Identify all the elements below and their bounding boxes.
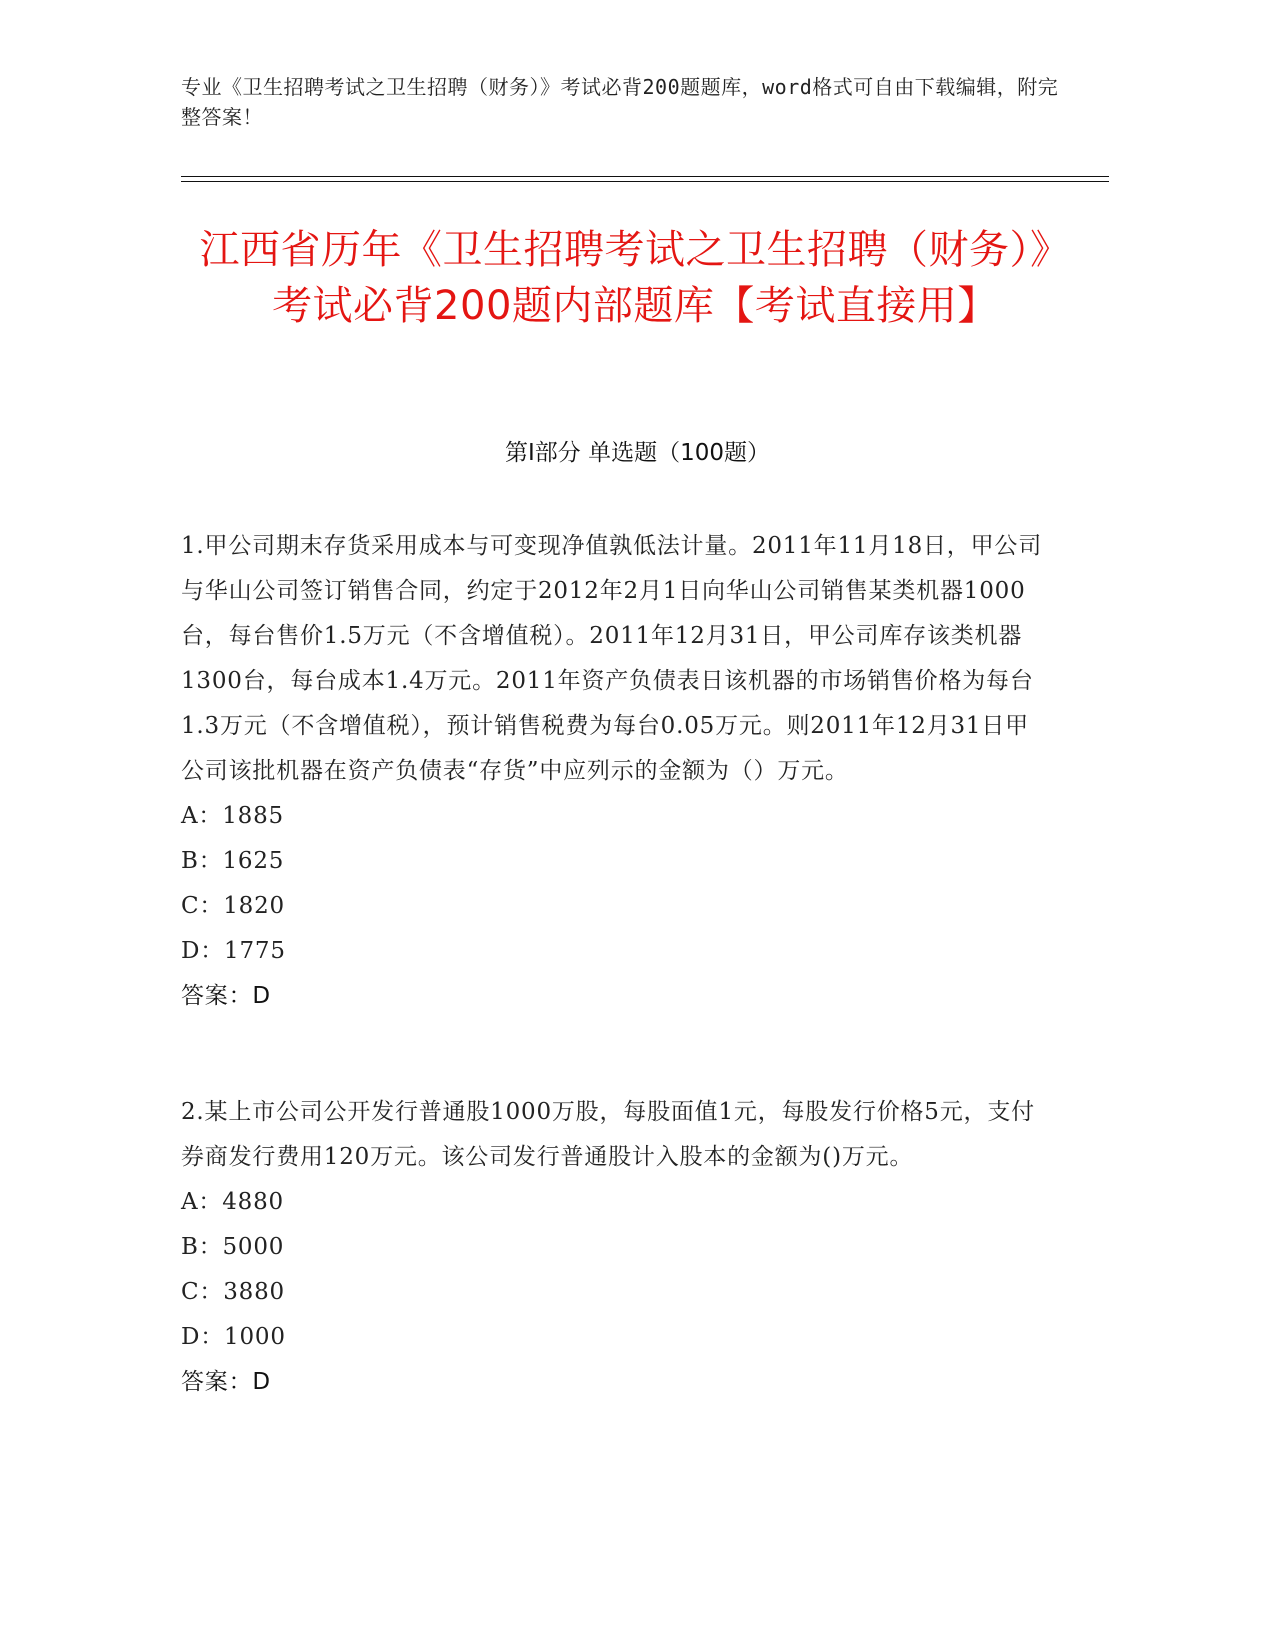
document-title: 江西省历年《卫生招聘考试之卫生招聘（财务）》考试必背200题内部题库【考试直接用】 bbox=[199, 227, 1071, 329]
question-1 bbox=[181, 524, 1051, 1019]
question-2 bbox=[181, 1090, 1051, 1405]
question-stem: 1.甲公司期末存货采用成本与可变现净值孰低法计量。2011年11月18日，甲公司与华山公司签订销售合同，约定于2012年2月1日向华山公司销售某类机器1000台，每台售价1.5万元（不含增值税）。2011年12月31日，甲公司库存该类机器1300台，每台成本1.4万元。2011年资产负债表日该机器的市场销售价格为每台1.3万元（不含增值税），预计销售税费为每台0.05万元。则2011年12月31日甲公司该批机器在资产负债表“存货”中应列示的金额为（）万元。 bbox=[181, 533, 1043, 784]
option-c: C：3880 bbox=[181, 1279, 285, 1305]
option-a: A：4880 bbox=[181, 1189, 284, 1215]
header-note: 专业《卫生招聘考试之卫生招聘（财务）》考试必背200题题库，word格式可自由下载编辑，附完整答案！ bbox=[181, 75, 1059, 129]
option-d: D：1775 bbox=[181, 938, 286, 964]
option-a: A：1885 bbox=[181, 803, 284, 829]
header-divider-bottom bbox=[181, 181, 1109, 182]
answer: 答案：D bbox=[181, 1369, 271, 1395]
header-divider-top bbox=[181, 176, 1109, 177]
answer: 答案：D bbox=[181, 983, 271, 1009]
section-heading: 第Ⅰ部分 单选题（100题） bbox=[505, 440, 770, 466]
question-stem: 2.某上市公司公开发行普通股1000万股，每股面值1元，每股发行价格5元，支付券商发行费用120万元。该公司发行普通股计入股本的金额为()万元。 bbox=[181, 1099, 1035, 1170]
option-c: C：1820 bbox=[181, 893, 285, 919]
option-b: B：5000 bbox=[181, 1234, 285, 1260]
option-d: D：1000 bbox=[181, 1324, 286, 1350]
option-b: B：1625 bbox=[181, 848, 285, 874]
